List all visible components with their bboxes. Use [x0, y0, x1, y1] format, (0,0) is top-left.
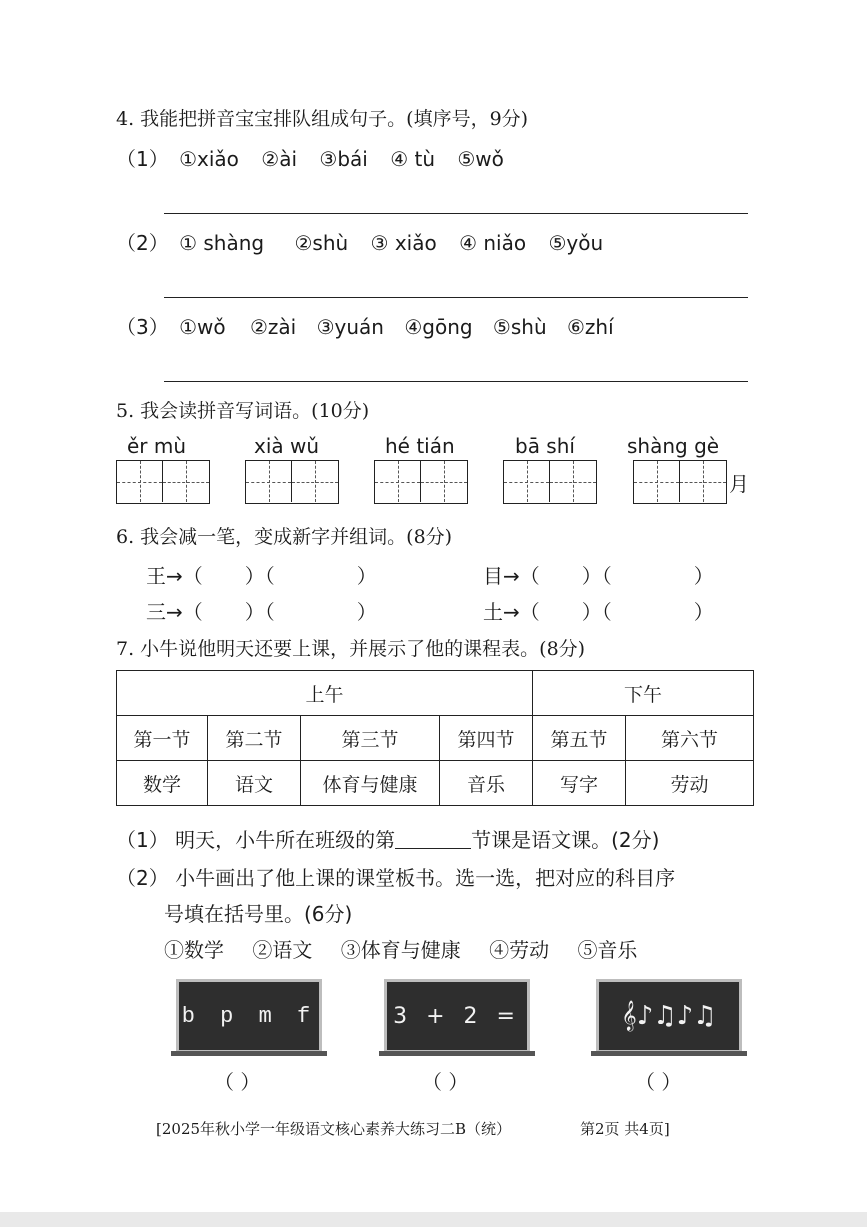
- writing-grid-3[interactable]: [374, 460, 468, 504]
- pinyin-3: hé tián: [385, 434, 455, 458]
- writing-grid-4[interactable]: [503, 460, 597, 504]
- item-mid: ）（: [244, 600, 275, 624]
- item-end: ）: [693, 600, 714, 624]
- afternoon-header: 下午: [533, 671, 754, 716]
- item-char: 三→（: [146, 600, 203, 624]
- period-cell: 第五节: [533, 716, 626, 761]
- syllable: ③bái: [319, 147, 368, 171]
- answer-line-1[interactable]: [164, 213, 748, 214]
- board-paren-1[interactable]: （ ）: [214, 1070, 261, 1094]
- grid-cell[interactable]: [246, 461, 292, 502]
- item-end: ）: [356, 600, 377, 624]
- syllable: ①wǒ: [179, 315, 226, 339]
- option: ③体育与健康: [340, 938, 461, 962]
- footer-page-number: 第2页 共4页]: [580, 1120, 670, 1138]
- grid-cell[interactable]: [634, 461, 680, 502]
- q6-heading: 6. 我会减一笔，变成新字并组词。(8分): [116, 526, 453, 548]
- grid-cell[interactable]: [504, 461, 550, 502]
- q7-sub2-line1: [116, 862, 675, 891]
- syllable: ③ xiǎo: [370, 231, 437, 255]
- syllable: ④ tù: [390, 147, 435, 171]
- option: ①数学: [164, 938, 224, 962]
- pinyin-4: bā shí: [515, 434, 575, 458]
- grid-cell[interactable]: [421, 461, 467, 502]
- subject-cell: 语文: [208, 761, 301, 806]
- pinyin-1: ěr mù: [127, 434, 187, 458]
- pinyin-5: shàng gè: [627, 434, 720, 458]
- item-end: ）: [693, 564, 714, 588]
- syllable: ③yuán: [316, 315, 384, 339]
- period-cell: 第一节: [117, 716, 208, 761]
- item-mid: ）（: [244, 564, 275, 588]
- syllable: ④gōng: [404, 315, 473, 339]
- q5-heading: 5. 我会读拼音写词语。(10分): [116, 400, 370, 422]
- syllable: ① shàng: [179, 231, 265, 255]
- item-mid: ）（: [581, 600, 612, 624]
- table-row: [117, 671, 754, 716]
- item-mid: ）（: [581, 564, 612, 588]
- syllable: ①xiǎo: [179, 147, 239, 171]
- q6-item-3: [146, 596, 377, 625]
- sub2-text: 小牛画出了他上课的课堂板书。选一选，把对应的科目序: [175, 866, 676, 890]
- q7-sub1: [116, 824, 659, 853]
- blackboard-pinyin: b p m f: [176, 979, 322, 1053]
- schedule-table: [116, 670, 754, 806]
- q4-row-3: [116, 311, 614, 340]
- table-row: [117, 716, 754, 761]
- grid-cell[interactable]: [375, 461, 421, 502]
- row-number: （2）: [116, 866, 169, 890]
- board-ledge: [379, 1051, 535, 1056]
- writing-grid-2[interactable]: [245, 460, 339, 504]
- grid-suffix: 月: [729, 472, 749, 496]
- syllable: ④ niǎo: [459, 231, 527, 255]
- answer-blank[interactable]: [395, 830, 471, 849]
- board-ledge: [171, 1051, 327, 1056]
- q6-item-4: [483, 596, 714, 625]
- grid-cell[interactable]: [680, 461, 726, 502]
- grid-cell[interactable]: [292, 461, 338, 502]
- period-cell: 第六节: [626, 716, 754, 761]
- grid-cell[interactable]: [163, 461, 209, 502]
- syllable: ②zài: [249, 315, 297, 339]
- board-paren-3[interactable]: （ ）: [635, 1070, 682, 1094]
- scan-bottom-edge: [0, 1212, 867, 1227]
- q6-item-2: [483, 560, 714, 589]
- syllable: ⑤yǒu: [548, 231, 604, 255]
- syllable: ⑤wǒ: [457, 147, 504, 171]
- board-paren-2[interactable]: （ ）: [422, 1070, 469, 1094]
- syllable: ⑥zhí: [566, 315, 614, 339]
- footer-title: [2025年秋小学一年级语文核心素养大练习二B（统）: [156, 1120, 512, 1138]
- row-number: （2）: [116, 231, 169, 255]
- sub1-text-before: 明天，小牛所在班级的第: [175, 828, 396, 852]
- period-cell: 第四节: [440, 716, 533, 761]
- table-row: [117, 761, 754, 806]
- board-ledge: [591, 1051, 747, 1056]
- syllable: ⑤shù: [492, 315, 547, 339]
- period-cell: 第三节: [301, 716, 440, 761]
- sub1-text-after: 节课是语文课。(2分): [471, 828, 660, 852]
- pinyin-2: xià wǔ: [254, 434, 320, 458]
- item-char: 土→（: [483, 600, 540, 624]
- blackboard-math: 3 + 2 =: [384, 979, 530, 1053]
- writing-grid-5[interactable]: [633, 460, 727, 504]
- row-number: （1）: [116, 828, 169, 852]
- syllable: ②ài: [261, 147, 298, 171]
- writing-grid-1[interactable]: [116, 460, 210, 504]
- answer-line-3[interactable]: [164, 381, 748, 382]
- answer-line-2[interactable]: [164, 297, 748, 298]
- q4-row-1: [116, 143, 504, 172]
- item-char: 王→（: [146, 564, 203, 588]
- item-end: ）: [356, 564, 377, 588]
- morning-header: 上午: [117, 671, 533, 716]
- subject-cell: 劳动: [626, 761, 754, 806]
- subject-cell: 音乐: [440, 761, 533, 806]
- blackboard-music: 𝄞♪♫♪♫: [596, 979, 742, 1053]
- option: ④劳动: [489, 938, 550, 962]
- q6-item-1: [146, 560, 377, 589]
- grid-cell[interactable]: [550, 461, 596, 502]
- period-cell: 第二节: [208, 716, 301, 761]
- grid-cell[interactable]: [117, 461, 163, 502]
- option: ②语文: [252, 938, 313, 962]
- q7-heading: 7. 小牛说他明天还要上课，并展示了他的课程表。(8分): [116, 638, 586, 660]
- q4-heading: 4. 我能把拼音宝宝排队组成句子。(填序号，9分): [116, 108, 529, 130]
- option: ⑤音乐: [577, 938, 638, 962]
- item-char: 目→（: [483, 564, 540, 588]
- subject-cell: 写字: [533, 761, 626, 806]
- q7-sub2-line2: 号填在括号里。(6分): [164, 902, 353, 926]
- syllable: ②shù: [294, 231, 349, 255]
- subject-cell: 数学: [117, 761, 208, 806]
- q4-row-2: [116, 227, 603, 256]
- subject-cell: 体育与健康: [301, 761, 440, 806]
- row-number: （3）: [116, 315, 169, 339]
- subject-options: [164, 934, 637, 963]
- row-number: （1）: [116, 147, 169, 171]
